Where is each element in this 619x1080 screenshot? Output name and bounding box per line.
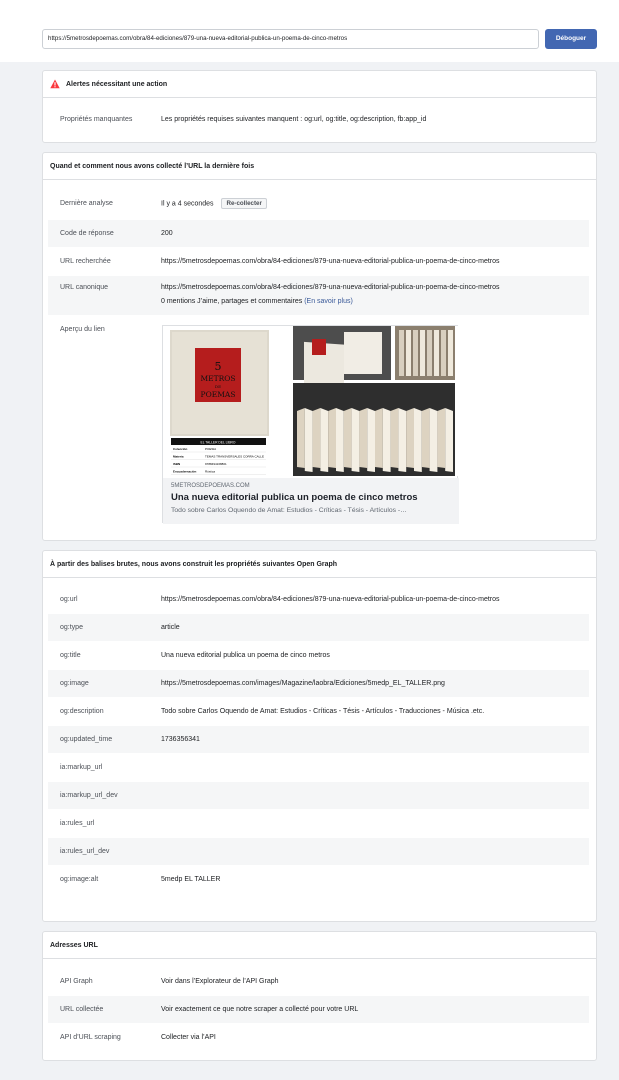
fold-panel [441, 330, 446, 376]
fold-panel [420, 330, 425, 376]
og-key: og:url [60, 596, 78, 603]
url-link[interactable]: Voir exactement ce que notre scraper a collecté pour votre URL [161, 1006, 359, 1013]
fold-panel [445, 408, 453, 472]
fold-panel [427, 330, 432, 376]
mentions-text: 0 mentions J’aime, partages et commentaires [161, 298, 303, 305]
canonical-url-row [48, 276, 589, 315]
og-key: ia:markup_url [60, 764, 103, 771]
url-input[interactable]: https://5metrosdepoemas.com/obra/84-ediciones/879-una-nueva-editorial-publica-un-poema-de-cinco-metros [42, 29, 539, 49]
book-info-table [171, 447, 266, 475]
last-scan-key: Dernière analyse [60, 200, 113, 207]
scrape-title: Quand et comment nous avons collecté l’URL la dernière fois [50, 162, 255, 170]
og-key: og:image:alt [60, 876, 99, 883]
preview-description: Todo sobre Carlos Oquendo de Amat: Estudios - Críticas - Tésis - Artículos -… [171, 507, 407, 514]
recollect-button[interactable]: Re-collecter [221, 198, 266, 209]
url-row [48, 968, 589, 995]
og-row [48, 642, 589, 669]
og-row [48, 698, 589, 725]
link-preview-card[interactable] [162, 325, 458, 523]
preview-caption [163, 478, 459, 524]
missing-properties-row [48, 106, 589, 133]
fetched-url-link[interactable]: https://5metrosdepoemas.com/obra/84-ediciones/879-una-nueva-editorial-publica-un-poema-de-cinco-metros [161, 258, 500, 265]
fold-panel [328, 408, 336, 468]
preview-image-collage [163, 326, 459, 476]
og-key: ia:rules_url [60, 820, 95, 827]
book-table-key: Colección [173, 447, 188, 451]
og-row [48, 586, 589, 613]
canonical-url-key: URL canonique [60, 284, 108, 291]
preview-image [163, 326, 459, 476]
alerts-header [43, 71, 596, 98]
alerts-title: Alertes nécessitant une action [66, 80, 168, 88]
og-value: https://5metrosdepoemas.com/obra/84-ediciones/879-una-nueva-editorial-publica-un-poema-de-cinco-metros [161, 596, 500, 603]
book-table-value: TEMAS TRANSVERSALES CORRA CALLE [205, 454, 264, 459]
fold-panel [399, 330, 404, 376]
missing-properties-value: Les propriétés requises suivantes manquent : og:url, og:title, og:description, fb:app_id [161, 116, 427, 123]
urls-header [43, 932, 596, 959]
fold-panel [430, 408, 438, 472]
book-table-value: POESIA [205, 447, 217, 451]
url-key: API Graph [60, 978, 93, 985]
response-code-key: Code de réponse [60, 230, 114, 237]
fold-panel [383, 408, 391, 472]
top-bar [0, 0, 619, 62]
og-value: 5medp EL TALLER [161, 876, 221, 883]
fold-panel [336, 408, 344, 472]
og-key: og:type [60, 624, 83, 631]
fold-panel [434, 330, 439, 376]
og-key: og:updated_time [60, 736, 113, 743]
book-line2: DE [214, 384, 222, 389]
og-row [48, 810, 589, 837]
last-scan-row [48, 190, 589, 217]
og-row [48, 726, 589, 753]
fold-panel [406, 408, 414, 468]
fold-panel [413, 330, 418, 376]
fold-panel [448, 330, 453, 376]
url-row [48, 1024, 589, 1051]
fold-panel [406, 330, 411, 376]
og-key: ia:markup_url_dev [60, 792, 118, 799]
og-row [48, 838, 589, 865]
book-table-key: Encuadernación [173, 469, 197, 474]
link-preview-key: Aperçu du lien [60, 326, 105, 333]
og-value: 1736356341 [161, 736, 200, 743]
fetched-url-key: URL recherchée [60, 258, 111, 265]
og-value: Una nueva editorial publica un poema de cinco metros [161, 652, 330, 659]
book-line3: POEMAS [200, 390, 236, 399]
fold-panel [437, 408, 445, 468]
og-key: ia:rules_url_dev [60, 848, 110, 855]
book-table-key: Materia [173, 454, 184, 459]
canonical-url-link[interactable]: https://5metrosdepoemas.com/obra/84-ediciones/879-una-nueva-editorial-publica-un-poema-de-cinco-metros [161, 284, 500, 291]
missing-properties-key: Propriétés manquantes [60, 116, 133, 123]
og-key: og:image [60, 680, 89, 687]
fold-panel [414, 408, 422, 472]
fold-panel [320, 408, 328, 472]
og-value: article [161, 624, 180, 631]
book-table-value: Rústica [205, 469, 216, 474]
og-value: https://5metrosdepoemas.com/images/Magazine/laobra/Ediciones/5medp_EL_TALLER.png [161, 680, 445, 687]
url-link[interactable]: Voir dans l’Explorateur de l’API Graph [161, 978, 279, 985]
og-row [48, 614, 589, 641]
urls-title: Adresses URL [50, 941, 98, 949]
og-key: og:title [60, 652, 81, 659]
og-row [48, 782, 589, 809]
debug-button[interactable]: Déboguer [545, 29, 597, 49]
url-key: API d’URL scraping [60, 1034, 121, 1041]
url-key: URL collectée [60, 1006, 104, 1013]
scrape-header [43, 153, 596, 180]
fold-panel [305, 408, 313, 472]
fold-panel [297, 408, 305, 468]
url-link[interactable]: Collecter via l’API [161, 1034, 216, 1041]
og-row [48, 670, 589, 697]
fold-panel [422, 408, 430, 468]
og-key: og:description [60, 708, 104, 715]
book-table-key: ISBN [173, 462, 181, 466]
og-row [48, 754, 589, 781]
open-graph-title: À partir des balises brutes, nous avons construit les propriétés suivantes Open Graph [50, 560, 338, 568]
url-row [48, 996, 589, 1023]
fold-panel [359, 408, 367, 468]
fold-panel [398, 408, 406, 472]
book-number: 5 [214, 360, 222, 373]
fold-panel [367, 408, 375, 472]
preview-title: Una nueva editorial publica un poema de cinco metros [171, 492, 418, 503]
fold-panel [375, 408, 383, 468]
og-row [48, 866, 589, 893]
fold-panel [344, 408, 352, 468]
learn-more-link[interactable]: (En savoir plus) [304, 298, 353, 305]
accordion-large-image [297, 408, 453, 472]
fold-panel [391, 408, 399, 468]
warning-icon [50, 79, 60, 89]
response-code-value: 200 [161, 230, 173, 237]
last-scan-value: Il y a 4 secondes [161, 200, 214, 208]
open-graph-header [43, 551, 596, 578]
fold-panel [313, 408, 321, 468]
book-table-head: EL TALLER DEL LIBRO [200, 440, 236, 445]
fetched-url-row [48, 248, 589, 275]
book-table-value: 9788494168801 [205, 462, 227, 466]
response-code-row [48, 220, 589, 247]
book-line1: METROS [200, 374, 236, 383]
preview-domain: 5METROSDEPOEMAS.COM [171, 483, 250, 489]
fold-panel [352, 408, 360, 472]
og-value: Todo sobre Carlos Oquendo de Amat: Estudios - Críticas - Tésis - Artículos - Traducciones - Música .etc. [161, 708, 485, 715]
